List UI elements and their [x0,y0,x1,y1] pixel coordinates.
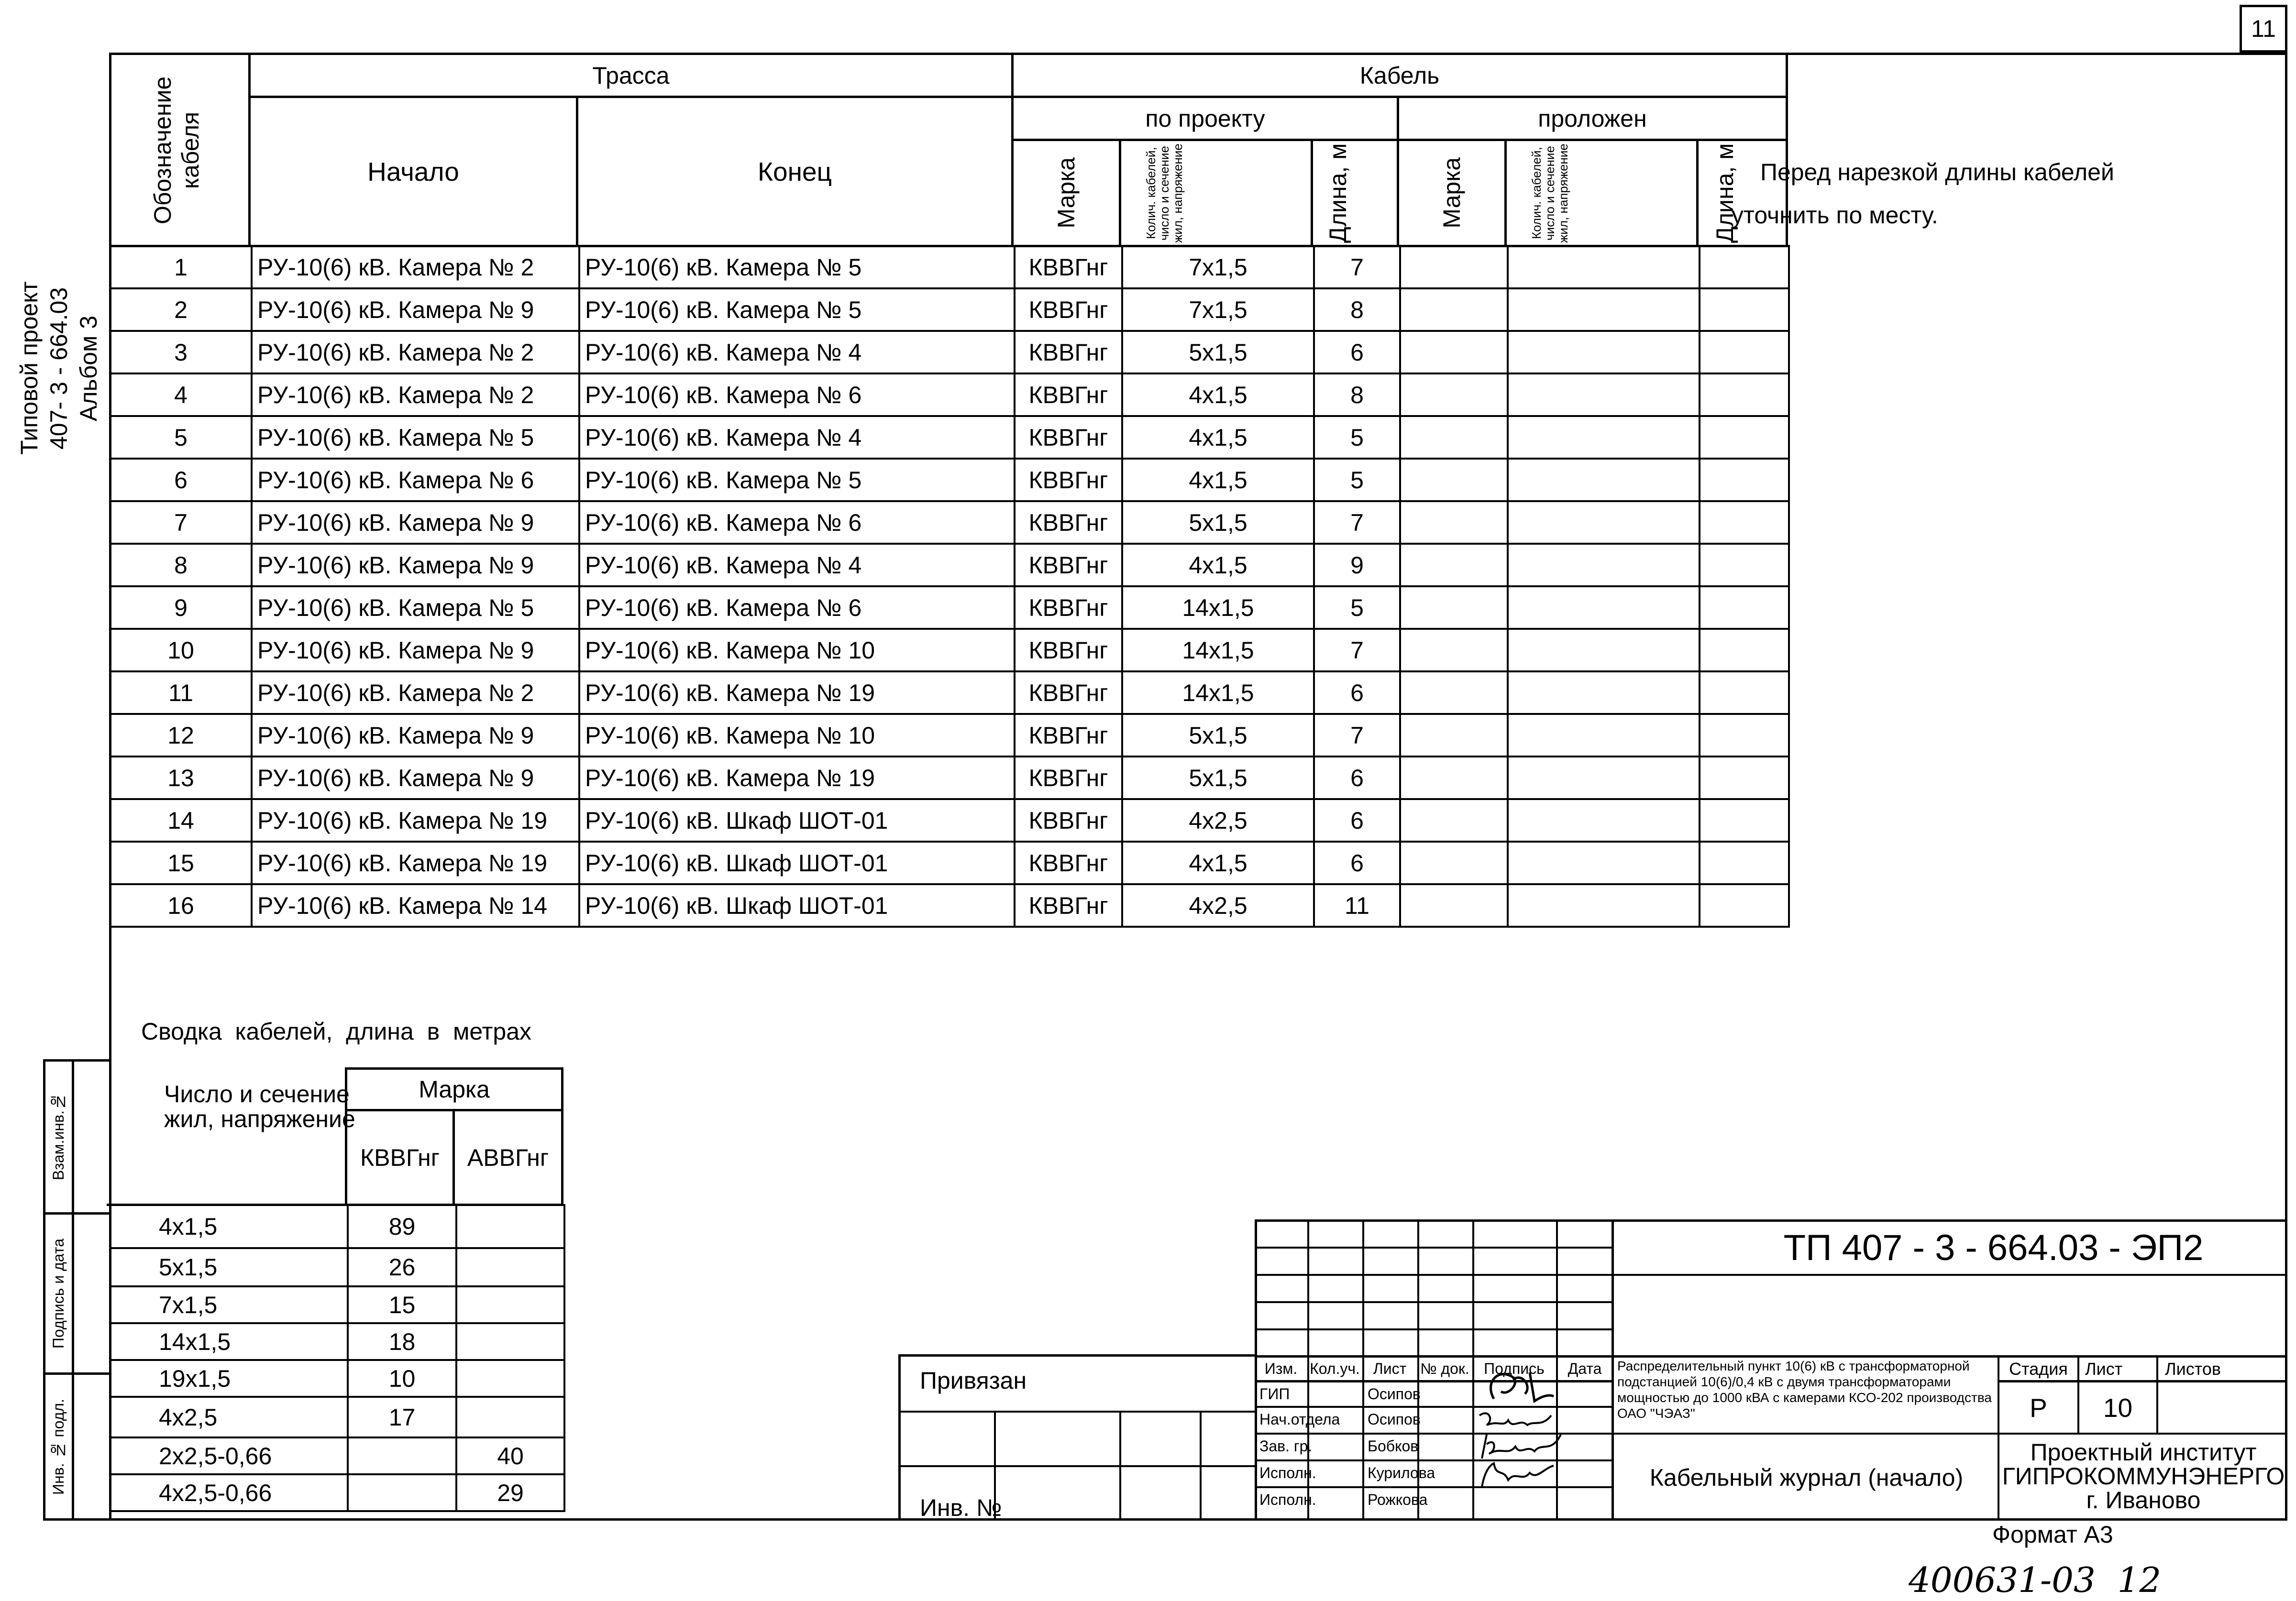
side-label-line2: 407- 3 - 664.03 [45,287,72,450]
laid-section [1508,501,1700,544]
laid-length [1700,714,1789,757]
cable-length: 5 [1314,416,1400,459]
cable-mark: КВВГнг [1015,246,1122,288]
laid-length [1700,586,1789,629]
stamp-role: Исполн. [1259,1464,1316,1481]
summary-avvg [456,1397,564,1437]
laid-mark [1400,757,1508,799]
summary-avvg [456,1323,564,1360]
cable-length: 8 [1314,373,1400,416]
cable-length: 9 [1314,544,1400,586]
laid-section [1508,586,1700,629]
header-by-project [1011,96,1399,141]
laid-mark [1400,629,1508,671]
cable-length: 5 [1314,586,1400,629]
side-label-line3: Альбом 3 [75,315,102,421]
cable-end: РУ-10(6) кВ. Камера № 5 [579,459,1015,501]
cable-start: РУ-10(6) кВ. Камера № 2 [252,671,579,714]
cable-mark: КВВГнг [1015,501,1122,544]
header-by-project-text: по проекту [1145,105,1265,132]
laid-length [1700,501,1789,544]
summary-col-section: Число и сечение жил, напряжение [164,1081,355,1132]
page-number-box [2240,5,2287,53]
cable-section: 4x1,5 [1122,373,1314,416]
cable-length: 8 [1314,288,1400,331]
cable-end: РУ-10(6) кВ. Камера № 19 [579,671,1015,714]
cable-start: РУ-10(6) кВ. Камера № 9 [252,501,579,544]
cable-section: 7x1,5 [1122,246,1314,288]
laid-mark [1400,288,1508,331]
cable-end: РУ-10(6) кВ. Шкаф ШОТ-01 [579,842,1015,884]
cable-row [110,629,1789,671]
summary-col-mark [345,1067,563,1111]
header-mark-project [1011,139,1121,247]
cable-end: РУ-10(6) кВ. Камера № 10 [579,714,1015,757]
org-line3: г. Иваново [2086,1487,2201,1513]
summary-kvvg [348,1437,456,1474]
summary-kvvg: 89 [348,1205,456,1248]
summary-kvvg: 18 [348,1323,456,1360]
summary-kvvg: 10 [348,1360,456,1397]
cable-length: 6 [1314,757,1400,799]
cable-section: 14x1,5 [1122,671,1314,714]
cable-length: 6 [1314,799,1400,842]
summary-section: 2x2,5-0,66 [110,1437,348,1474]
summary-avvg [456,1286,564,1323]
cable-start: РУ-10(6) кВ. Камера № 2 [252,331,579,373]
note [1732,151,2258,237]
sheets-value [2158,1382,2287,1433]
laid-length [1700,459,1789,501]
cable-length: 7 [1314,501,1400,544]
summary-col-avvg-text: АВВГнг [467,1144,549,1171]
summary-row [110,1205,564,1248]
laid-length [1700,544,1789,586]
page-number: 11 [2251,15,2276,42]
cable-mark: КВВГнг [1015,884,1122,927]
stamp-header-cell: № док. [1420,1360,1469,1377]
strip-inv: Инв. № подл. [50,1398,67,1495]
cable-mark: КВВГнг [1015,629,1122,671]
laid-mark [1400,842,1508,884]
header-cable [1011,53,1788,98]
cable-section: 4x2,5 [1122,799,1314,842]
summary-row [110,1437,564,1474]
cable-row [110,246,1789,288]
header-end [576,96,1014,247]
header-cable-text: Кабель [1359,62,1440,89]
revision-grid [1255,1219,1613,1521]
laid-length [1700,331,1789,373]
cable-start: РУ-10(6) кВ. Камера № 2 [252,246,579,288]
laid-length [1700,884,1789,927]
side-label-line1: Типовой проект [16,281,43,455]
cable-row [110,373,1789,416]
cable-end: РУ-10(6) кВ. Шкаф ШОТ-01 [579,884,1015,927]
summary-section: 4x2,5-0,66 [110,1474,348,1511]
stamp-code [1613,1219,2287,1276]
cable-mark: КВВГнг [1015,459,1122,501]
cable-row [110,459,1789,501]
laid-length [1700,629,1789,671]
laid-length [1700,799,1789,842]
cable-start: РУ-10(6) кВ. Камера № 19 [252,799,579,842]
laid-length [1700,757,1789,799]
cable-start: РУ-10(6) кВ. Камера № 6 [252,459,579,501]
laid-mark [1400,799,1508,842]
cable-end: РУ-10(6) кВ. Камера № 5 [579,288,1015,331]
summary-kvvg: 26 [348,1248,456,1286]
header-mark-laid-text: Марка [1438,157,1465,229]
cable-number: 4 [110,373,252,416]
cable-row [110,331,1789,373]
cable-number: 9 [110,586,252,629]
cable-mark: КВВГнг [1015,416,1122,459]
cable-mark: КВВГнг [1015,842,1122,884]
cable-section: 4x2,5 [1122,884,1314,927]
laid-section [1508,331,1700,373]
organization [1999,1440,2287,1512]
signature-rozhkova [1475,1458,1556,1492]
cable-section: 14x1,5 [1122,629,1314,671]
stamp-person: Рожкова [1368,1491,1428,1508]
cable-length: 5 [1314,459,1400,501]
cable-end: РУ-10(6) кВ. Камера № 4 [579,544,1015,586]
cable-section: 5x1,5 [1122,757,1314,799]
laid-length [1700,373,1789,416]
cable-mark: КВВГнг [1015,799,1122,842]
stamp-person: Курилова [1368,1464,1435,1481]
cable-start: РУ-10(6) кВ. Камера № 5 [252,586,579,629]
cable-table-header [109,53,1738,247]
summary-row [110,1474,564,1511]
cable-number: 2 [110,288,252,331]
cable-row [110,501,1789,544]
cable-start: РУ-10(6) кВ. Камера № 9 [252,629,579,671]
cable-length: 7 [1314,629,1400,671]
privyazan-inv: Инв. № [920,1494,1002,1521]
cable-end: РУ-10(6) кВ. Камера № 4 [579,331,1015,373]
cable-mark: КВВГнг [1015,714,1122,757]
cable-start: РУ-10(6) кВ. Камера № 9 [252,288,579,331]
header-qty-project [1119,139,1313,247]
cable-start: РУ-10(6) кВ. Камера № 2 [252,373,579,416]
cable-row [110,757,1789,799]
summary-section: 5x1,5 [110,1248,348,1286]
cable-start: РУ-10(6) кВ. Камера № 9 [252,757,579,799]
laid-length [1700,246,1789,288]
summary-avvg [456,1205,564,1248]
summary-section: 4x1,5 [110,1205,348,1248]
cable-row [110,586,1789,629]
laid-section [1508,629,1700,671]
summary-col-mark-text: Марка [419,1076,490,1103]
stamp-person: Осипов [1368,1385,1421,1403]
summary-col-kvvg [345,1109,455,1206]
cable-row [110,714,1789,757]
laid-section [1508,671,1700,714]
cable-number: 14 [110,799,252,842]
cable-number: 8 [110,544,252,586]
sheet-label: Лист [2085,1359,2123,1379]
cable-row [110,842,1789,884]
cable-end: РУ-10(6) кВ. Камера № 6 [579,501,1015,544]
summary-row [110,1248,564,1286]
summary-avvg: 29 [456,1474,564,1511]
header-designation-text: Обозначение кабеля [149,76,204,224]
summary-header-left [107,1067,347,1206]
cable-section: 7x1,5 [1122,288,1314,331]
stage-label: Стадия [2009,1359,2068,1379]
laid-section [1508,799,1700,842]
summary-section: 7x1,5 [110,1286,348,1323]
summary-row [110,1323,564,1360]
header-qty-project-text: Колич. кабелей, число и сечение жил, напряжение [1144,143,1185,243]
cable-end: РУ-10(6) кВ. Камера № 6 [579,373,1015,416]
left-strip [43,1059,111,1521]
summary-avvg [456,1360,564,1397]
stamp-role: ГИП [1259,1385,1290,1403]
cable-mark: КВВГнг [1015,373,1122,416]
stamp-header-cell: Подпись [1484,1360,1545,1377]
cable-section: 5x1,5 [1122,501,1314,544]
handwritten-number: 400631-03 12 [1909,1560,2162,1600]
laid-mark [1400,671,1508,714]
stage-value: Р [2030,1393,2047,1423]
laid-section [1508,842,1700,884]
stamp-code-text: ТП 407 - 3 - 664.03 - ЭП2 [1783,1227,2204,1268]
privyazan-title: Привязан [920,1367,1027,1394]
stamp-person: Осипов [1368,1411,1421,1428]
cable-row [110,799,1789,842]
summary-title: Сводка кабелей, длина в метрах [141,1018,532,1045]
org-line1: Проектный институт [2030,1439,2257,1466]
laid-mark [1400,373,1508,416]
cable-row [110,544,1789,586]
cable-section: 4x1,5 [1122,544,1314,586]
cable-number: 6 [110,459,252,501]
stamp-description: Распределительный пункт 10(6) кВ с трансформаторной подстанцией 10(6)/0,4 кВ с двумя трансформаторами мощностью до 1000 кВА с камерами КСО-202 производства ОАО "ЧЭАЗ" [1617,1359,1992,1421]
cable-end: РУ-10(6) кВ. Камера № 6 [579,586,1015,629]
stamp-header-cell: Лист [1373,1360,1407,1377]
header-length-project-text: Длина, м [1324,143,1351,243]
cable-number: 16 [110,884,252,927]
summary-col-avvg [453,1109,563,1206]
laid-mark [1400,331,1508,373]
header-laid-text: проложен [1538,105,1647,132]
header-mark-project-text: Марка [1053,157,1080,229]
header-start-text: Начало [367,156,459,186]
cable-length: 6 [1314,842,1400,884]
strip-podpis: Подпись и дата [50,1238,67,1349]
signature-gip [1479,1353,1556,1411]
stamp-role: Нач.отдела [1259,1411,1340,1428]
sheet-value: 10 [2103,1393,2133,1423]
cable-table [109,245,1790,928]
cable-length: 11 [1314,884,1400,927]
stamp-header-cell: Кол.уч. [1310,1360,1360,1377]
stamp-header-cell: Дата [1567,1360,1602,1377]
cable-mark: КВВГнг [1015,331,1122,373]
laid-mark [1400,501,1508,544]
summary-avvg [456,1248,564,1286]
cable-section: 4x1,5 [1122,459,1314,501]
cable-start: РУ-10(6) кВ. Камера № 14 [252,884,579,927]
cable-section: 14x1,5 [1122,586,1314,629]
cable-end: РУ-10(6) кВ. Камера № 19 [579,757,1015,799]
header-laid [1397,96,1788,141]
cable-end: РУ-10(6) кВ. Камера № 10 [579,629,1015,671]
strip-vzam: Взам.инв.№ [50,1093,67,1181]
title-block [1255,1219,2287,1521]
cable-number: 11 [110,671,252,714]
laid-mark [1400,586,1508,629]
summary-avvg: 40 [456,1437,564,1474]
summary-kvvg: 15 [348,1286,456,1323]
laid-mark [1400,714,1508,757]
laid-section [1508,373,1700,416]
cable-mark: КВВГнг [1015,757,1122,799]
laid-section [1508,884,1700,927]
summary-row [110,1286,564,1323]
side-label [14,249,105,488]
note-line1: Перед нарезкой длины кабелей [1760,159,2114,186]
sheet-title: Кабельный журнал (начало) [1649,1464,1964,1491]
sheets-label: Листов [2165,1359,2221,1379]
cable-number: 7 [110,501,252,544]
header-length-project [1311,139,1399,247]
cable-number: 15 [110,842,252,884]
cable-end: РУ-10(6) кВ. Камера № 4 [579,416,1015,459]
cable-start: РУ-10(6) кВ. Камера № 9 [252,714,579,757]
header-designation [109,53,251,247]
cable-number: 13 [110,757,252,799]
laid-length [1700,288,1789,331]
laid-section [1508,416,1700,459]
laid-mark [1400,884,1508,927]
cable-number: 5 [110,416,252,459]
org-line2: ГИПРОКОММУНЭНЕРГО [2002,1463,2285,1490]
header-mark-laid [1397,139,1507,247]
laid-section [1508,288,1700,331]
laid-mark [1400,544,1508,586]
laid-mark [1400,416,1508,459]
cable-start: РУ-10(6) кВ. Камера № 9 [252,544,579,586]
cable-start: РУ-10(6) кВ. Камера № 5 [252,416,579,459]
cable-number: 3 [110,331,252,373]
header-length-laid-text: Длина, м [1711,143,1738,243]
stamp-role: Исполн. [1259,1491,1316,1508]
header-start [248,96,578,247]
cable-mark: КВВГнг [1015,544,1122,586]
summary-section: 14x1,5 [110,1323,348,1360]
cable-end: РУ-10(6) кВ. Камера № 5 [579,246,1015,288]
privyazan-block [898,1354,1257,1521]
cable-section: 4x1,5 [1122,416,1314,459]
header-end-text: Конец [757,156,832,186]
summary-table [109,1204,565,1512]
cable-number: 1 [110,246,252,288]
laid-section [1508,459,1700,501]
cable-number: 12 [110,714,252,757]
summary-kvvg [348,1474,456,1511]
summary-header [109,1067,563,1206]
cable-mark: КВВГнг [1015,586,1122,629]
summary-row [110,1360,564,1397]
cable-row [110,671,1789,714]
laid-section [1508,714,1700,757]
cable-number: 10 [110,629,252,671]
laid-section [1508,246,1700,288]
header-qty-laid [1504,139,1699,247]
laid-length [1700,842,1789,884]
cable-row [110,288,1789,331]
cable-length: 6 [1314,331,1400,373]
laid-length [1700,671,1789,714]
format-label: Формат А3 [1992,1521,2113,1548]
laid-mark [1400,246,1508,288]
cable-section: 5x1,5 [1122,331,1314,373]
stamp-person: Бобков [1368,1437,1419,1455]
laid-length [1700,416,1789,459]
cable-section: 4x1,5 [1122,842,1314,884]
summary-section: 19x1,5 [110,1360,348,1397]
header-route [248,53,1014,98]
laid-mark [1400,459,1508,501]
laid-section [1508,757,1700,799]
cable-mark: КВВГнг [1015,288,1122,331]
cable-end: РУ-10(6) кВ. Шкаф ШОТ-01 [579,799,1015,842]
header-route-text: Трасса [592,62,670,89]
cable-row [110,884,1789,927]
summary-kvvg: 17 [348,1397,456,1437]
cable-length: 7 [1314,714,1400,757]
cable-mark: КВВГнг [1015,671,1122,714]
note-line2: уточнить по месту. [1732,202,1938,229]
cable-row [110,416,1789,459]
laid-section [1508,544,1700,586]
stamp-header-cell: Изм. [1264,1360,1298,1377]
cable-length: 6 [1314,671,1400,714]
cable-section: 5x1,5 [1122,714,1314,757]
stamp-role: Зав. гр. [1259,1437,1313,1455]
cable-length: 7 [1314,246,1400,288]
summary-col-kvvg-text: КВВГнг [360,1144,440,1171]
summary-section: 4x2,5 [110,1397,348,1437]
summary-row [110,1397,564,1437]
header-qty-laid-text: Колич. кабелей, число и сечение жил, напряжение [1529,143,1570,243]
cable-start: РУ-10(6) кВ. Камера № 19 [252,842,579,884]
